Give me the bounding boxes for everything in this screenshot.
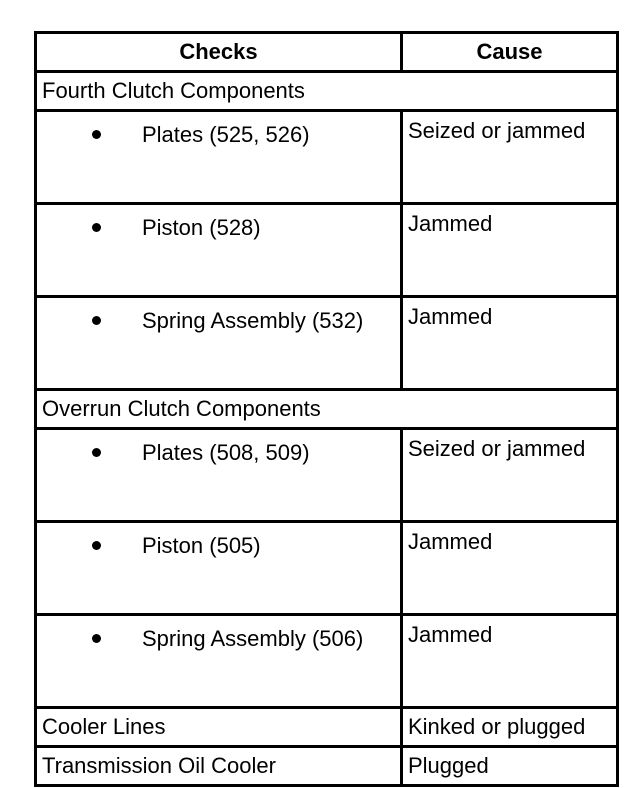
section-row: [36, 390, 618, 429]
table-row: [36, 708, 618, 747]
check-cell: [36, 429, 402, 522]
header-cause: Cause: [402, 33, 618, 72]
diagnostic-table: [34, 31, 619, 787]
check-cell: [36, 522, 402, 615]
check-cell: [36, 297, 402, 390]
cause-cell: Jammed: [402, 615, 618, 708]
cause-cell: Kinked or plugged: [402, 708, 618, 747]
bullet-icon: [92, 634, 101, 643]
table-row: [36, 522, 618, 615]
check-label: Plates (525, 526): [142, 122, 310, 147]
check-label: Spring Assembly (506): [142, 626, 364, 651]
table-row: [36, 429, 618, 522]
cause-cell: Seized or jammed: [402, 429, 618, 522]
cause-cell: Jammed: [402, 204, 618, 297]
bullet-icon: [92, 316, 101, 325]
bullet-icon: [92, 223, 101, 232]
cause-cell: Seized or jammed: [402, 111, 618, 204]
check-label: Plates (508, 509): [142, 440, 310, 465]
table-row: [36, 297, 618, 390]
check-label: Spring Assembly (532): [142, 308, 364, 333]
check-cell: [36, 204, 402, 297]
cause-cell: Jammed: [402, 522, 618, 615]
check-label: Piston (505): [142, 533, 261, 558]
table-row: [36, 747, 618, 786]
table-row: [36, 204, 618, 297]
section-row: [36, 72, 618, 111]
bullet-icon: [92, 448, 101, 457]
bullet-icon: [92, 130, 101, 139]
check-cell: Transmission Oil Cooler: [36, 747, 402, 786]
cause-cell: Jammed: [402, 297, 618, 390]
bullet-icon: [92, 541, 101, 550]
check-cell: [36, 615, 402, 708]
header-checks: Checks: [36, 33, 402, 72]
check-cell: [36, 111, 402, 204]
check-label: Piston (528): [142, 215, 261, 240]
cause-cell: Plugged: [402, 747, 618, 786]
table-row: [36, 111, 618, 204]
section-title: Overrun Clutch Components: [36, 390, 618, 429]
table-row: [36, 615, 618, 708]
header-row: [36, 33, 618, 72]
check-cell: Cooler Lines: [36, 708, 402, 747]
section-title: Fourth Clutch Components: [36, 72, 618, 111]
